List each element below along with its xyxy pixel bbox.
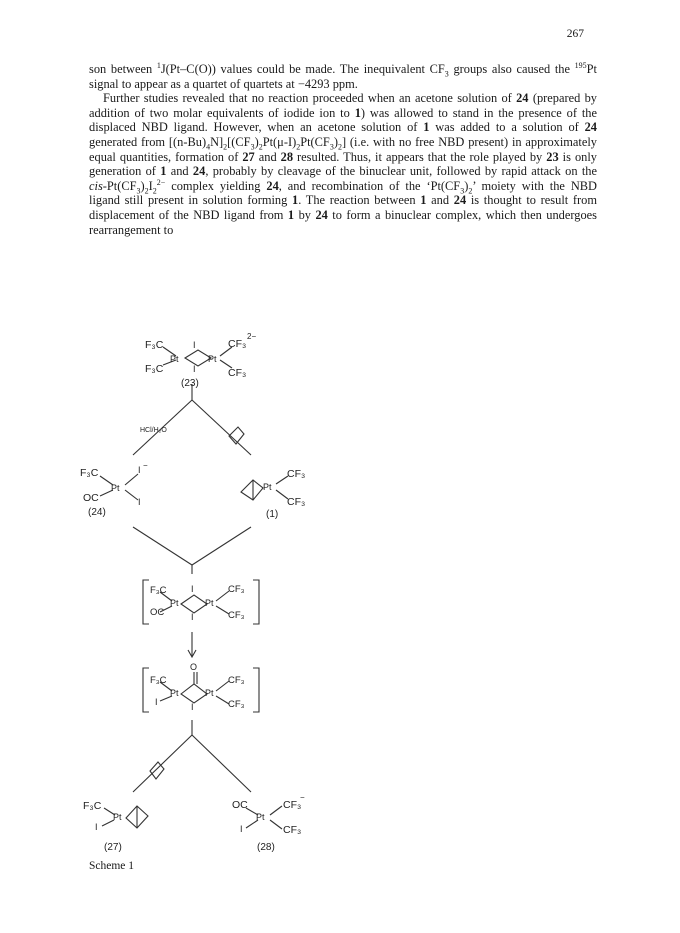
- svg-text:OC: OC: [232, 799, 248, 811]
- svg-text:CF₃: CF₃: [228, 338, 247, 350]
- svg-text:Pt: Pt: [111, 483, 120, 493]
- svg-text:2−: 2−: [247, 332, 257, 341]
- svg-text:−: −: [143, 461, 148, 470]
- svg-text:CF₃: CF₃: [228, 367, 247, 379]
- svg-text:CF₃: CF₃: [283, 799, 302, 811]
- svg-text:I: I: [155, 697, 158, 707]
- svg-text:Pt: Pt: [256, 812, 265, 822]
- svg-text:CF₃: CF₃: [283, 824, 302, 836]
- svg-text:F₃C: F₃C: [83, 800, 102, 812]
- compound-27-structure: [102, 806, 148, 828]
- svg-text:F₃C: F₃C: [145, 339, 164, 351]
- svg-text:OC: OC: [83, 492, 99, 504]
- svg-text:CF₃: CF₃: [228, 699, 245, 710]
- compound-label-1: (1): [266, 509, 279, 520]
- svg-text:I: I: [138, 465, 141, 475]
- svg-text:I: I: [191, 584, 194, 594]
- svg-text:I: I: [240, 824, 243, 834]
- svg-text:CF₃: CF₃: [287, 468, 306, 480]
- svg-text:I: I: [191, 612, 194, 622]
- svg-text:CF₃: CF₃: [287, 496, 306, 508]
- reagent-label: HCl/H₂O: [140, 427, 167, 434]
- svg-text:F₃C: F₃C: [150, 675, 167, 686]
- svg-text:CF₃: CF₃: [228, 610, 245, 621]
- svg-text:−: −: [300, 793, 305, 802]
- paragraph-1: son between $^1$J(Pt–C(O)) values could be made. The inequivalent $CF_3$ groups also caused the $^{195}$Pt signal to appear as a quartet of quartets at −4293 ppm.: [89, 60, 597, 91]
- svg-text:Pt: Pt: [208, 354, 217, 364]
- svg-text:I: I: [191, 702, 194, 712]
- svg-text:Pt: Pt: [113, 812, 122, 822]
- scheme-caption: Scheme 1: [89, 860, 135, 872]
- svg-text:F₃C: F₃C: [145, 363, 164, 375]
- svg-text:Pt: Pt: [170, 598, 179, 608]
- compound-label-23: (23): [181, 378, 199, 389]
- compound-label-24: (24): [88, 507, 106, 518]
- svg-text:Pt: Pt: [205, 688, 214, 698]
- svg-text:Pt: Pt: [170, 354, 179, 364]
- svg-text:Pt: Pt: [263, 482, 272, 492]
- svg-text:I: I: [193, 364, 196, 374]
- svg-text:CF₃: CF₃: [228, 675, 245, 686]
- svg-text:CF₃: CF₃: [228, 584, 245, 595]
- svg-text:F₃C: F₃C: [150, 585, 167, 596]
- svg-text:I: I: [95, 822, 98, 832]
- svg-text:O: O: [190, 662, 198, 672]
- svg-text:Pt: Pt: [170, 688, 179, 698]
- paragraph-2: Further studies revealed that no reaction proceeded when an acetone solution of 24 (prepared by addition of two molar equivalents of iodide ion to 1) was allowed to stand in the presence of the displaced NBD ligand. However, when an acetone solution of 1 was added to a solution of 24 generated from $[(n-Bu)_4N]_2[(CF_3)_2Pt(\mu-I)_2Pt(CF_3)_2]$ (i.e. with no free NBD present) in approximately equal quantities, formation of 27 and 28 resulted. Thus, it appears that the role played by 23 is only generation of 1 and 24, probably by cleavage of the binuclear unit, followed by rapid attack on the cis-$Pt(CF_3)_2I_2^{2-}$ complex yielding 24, and recombination of the ‘$Pt(CF_3)_2$’ moiety with the NBD ligand still present in solution forming 1. The reaction between 1 and 24 is thought to result from displacement of the NBD ligand from 1 by 24 to form a binuclear complex, which then undergoes rearrangement to: [89, 91, 597, 237]
- svg-text:OC: OC: [150, 607, 165, 618]
- compound-label-27: (27): [104, 842, 122, 853]
- svg-text:I: I: [138, 497, 141, 507]
- svg-text:I: I: [193, 340, 196, 350]
- page-number: 267: [566, 28, 584, 40]
- svg-text:F₃C: F₃C: [80, 467, 99, 479]
- svg-text:Pt: Pt: [205, 598, 214, 608]
- arrow-23-to-1: [192, 400, 251, 455]
- compound-label-28: (28): [257, 842, 275, 853]
